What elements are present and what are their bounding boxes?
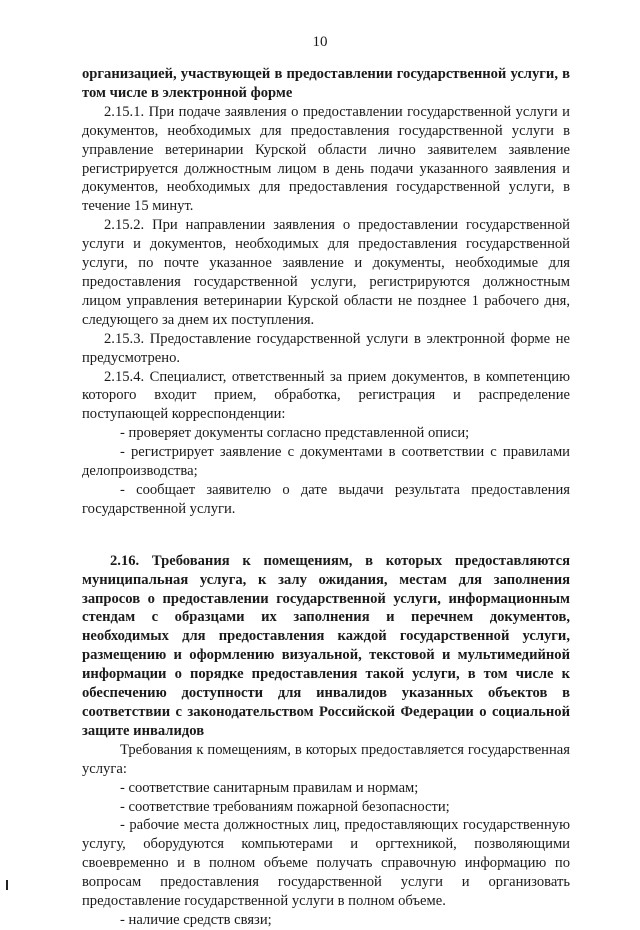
page-number: 10 [312, 34, 328, 50]
section-gap [82, 519, 570, 552]
list-item: - регистрирует заявление с документами в соответствии с правилами делопроизводства; [82, 444, 570, 480]
page-content [82, 65, 570, 930]
section-heading-continued: организацией, участвующей в предоставлении государственной услуги, в том числе в электронной форме [82, 66, 570, 101]
scan-margin-mark [6, 880, 8, 890]
paragraph-2-15-3: 2.15.3. Предоставление государственной услуги в электронной форме не предусмотрено. [82, 330, 570, 366]
paragraph-requirements: Требования к помещениям, в которых предоставляется государственная услуга: [82, 741, 570, 777]
list-item: - рабочие места должностных лиц, предоставляющих государственную услугу, оборудуются компьютерами и оргтехникой, позволяющими своевременно и в полном объеме получать справочную информацию по вопросам предоставления государственной услуги и организовать предоставление государственной услуги в полном объеме. [82, 817, 570, 910]
list-item: - сообщает заявителю о дате выдачи результата предоставления государственной услуги. [82, 481, 570, 517]
section-heading-2-16: 2.16. Требования к помещениям, в которых предоставляются муниципальная услуга, к залу ожидания, местам для заполнения запросов о предоставлении государственной услуги, информационным стендам с образцами их заполнения и перечнем документов, необходимых для предоставления каждой государственной услуги, размещению и оформлению визуальной, текстовой и мультимедийной информации о порядке предоставления такой услуги, в том числе к обеспечению доступности для инвалидов указанных объектов в соответствии с законодательством Российской Федерации о социальной защите инвалидов [82, 552, 570, 739]
paragraph-2-15-1: 2.15.1. При подаче заявления о предоставлении государственной услуги и документов, необходимых для предоставления государственной услуги в управление ветеринарии Курской области лично заявителем заявление регистрируется должностным лицом в день подачи указанного заявления и документов, необходимых для предоставления государственной услуги, в течение 15 минут. [82, 103, 570, 215]
list-item: - проверяет документы согласно представленной описи; [120, 425, 470, 442]
list-item: - соответствие санитарным правилам и нормам; [120, 779, 419, 796]
list-item: - наличие средств связи; [120, 911, 272, 928]
list-item: - соответствие требованиям пожарной безопасности; [120, 798, 450, 815]
paragraph-2-15-4: 2.15.4. Специалист, ответственный за прием документов, в компетенцию которого входит прием, обработка, регистрация и распределение поступающей корреспонденции: [82, 368, 570, 423]
paragraph-2-15-2: 2.15.2. При направлении заявления о предоставлении государственной услуги и документов, необходимых для предоставления государственной услуги, по почте указанное заявление и документы, необходимые для предоставления государственной услуги, регистрируются должностным лицом управления ветеринарии Курской области не позднее 1 рабочего дня, следующего за днем их поступления. [82, 217, 570, 328]
